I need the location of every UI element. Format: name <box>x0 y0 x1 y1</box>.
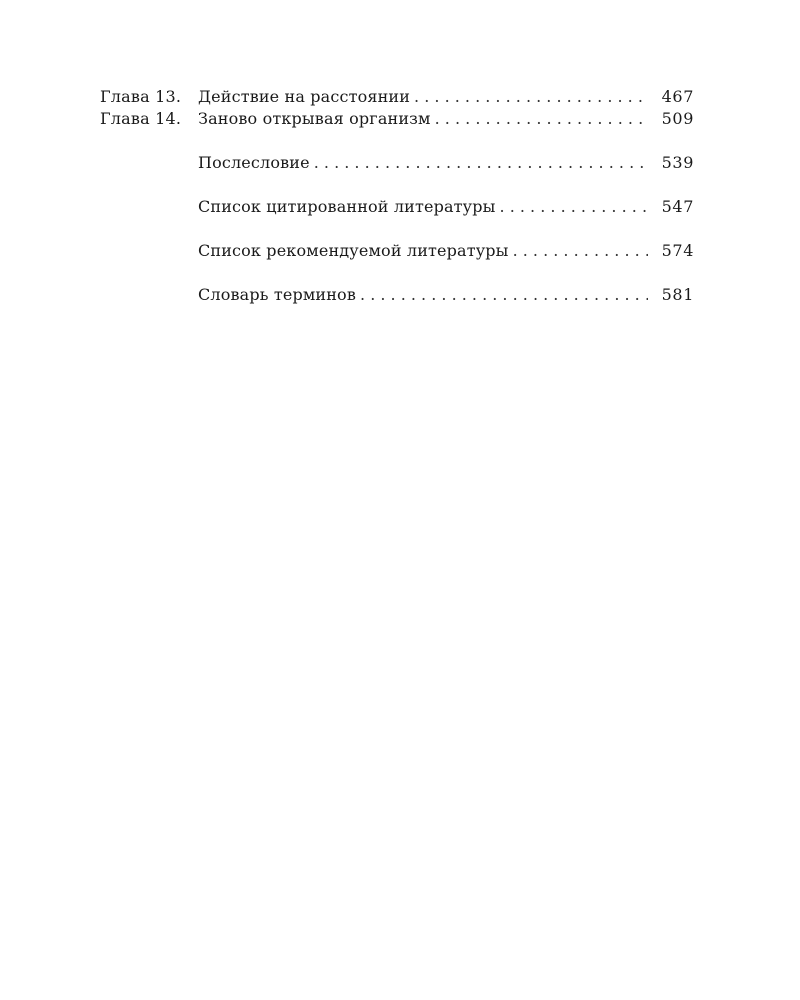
toc-entry-cited-literature <box>100 196 694 218</box>
entry-title: Заново открывая организм <box>198 109 431 128</box>
chapter-label: Глава 14. <box>100 109 182 128</box>
toc-entry-recommended-literature <box>100 240 694 262</box>
page-number: 547 <box>661 197 694 216</box>
page-number: 581 <box>661 285 694 304</box>
entry-title: Список рекомендуемой литературы <box>198 241 509 260</box>
dot-leader <box>360 284 648 306</box>
dot-leader <box>435 108 648 130</box>
entry-title: Послесловие <box>198 153 310 172</box>
entry-title: Список цитированной литературы <box>198 197 496 216</box>
page-number: 509 <box>661 109 694 128</box>
page-number: 539 <box>661 153 694 172</box>
dot-leader <box>500 196 648 218</box>
toc-entry-chapter-13 <box>100 86 694 108</box>
dot-leader <box>314 152 648 174</box>
toc-entry-glossary <box>100 284 694 306</box>
dot-leader <box>513 240 648 262</box>
entry-title: Словарь терминов <box>198 285 357 304</box>
entry-title: Действие на расстоянии <box>198 87 411 106</box>
dot-leader <box>414 86 648 108</box>
chapter-label: Глава 13. <box>100 87 182 106</box>
toc-entry-chapter-14 <box>100 108 694 130</box>
page-number: 574 <box>661 241 694 260</box>
toc-entry-afterword <box>100 152 694 174</box>
page-number: 467 <box>661 87 694 106</box>
table-of-contents <box>100 86 694 306</box>
